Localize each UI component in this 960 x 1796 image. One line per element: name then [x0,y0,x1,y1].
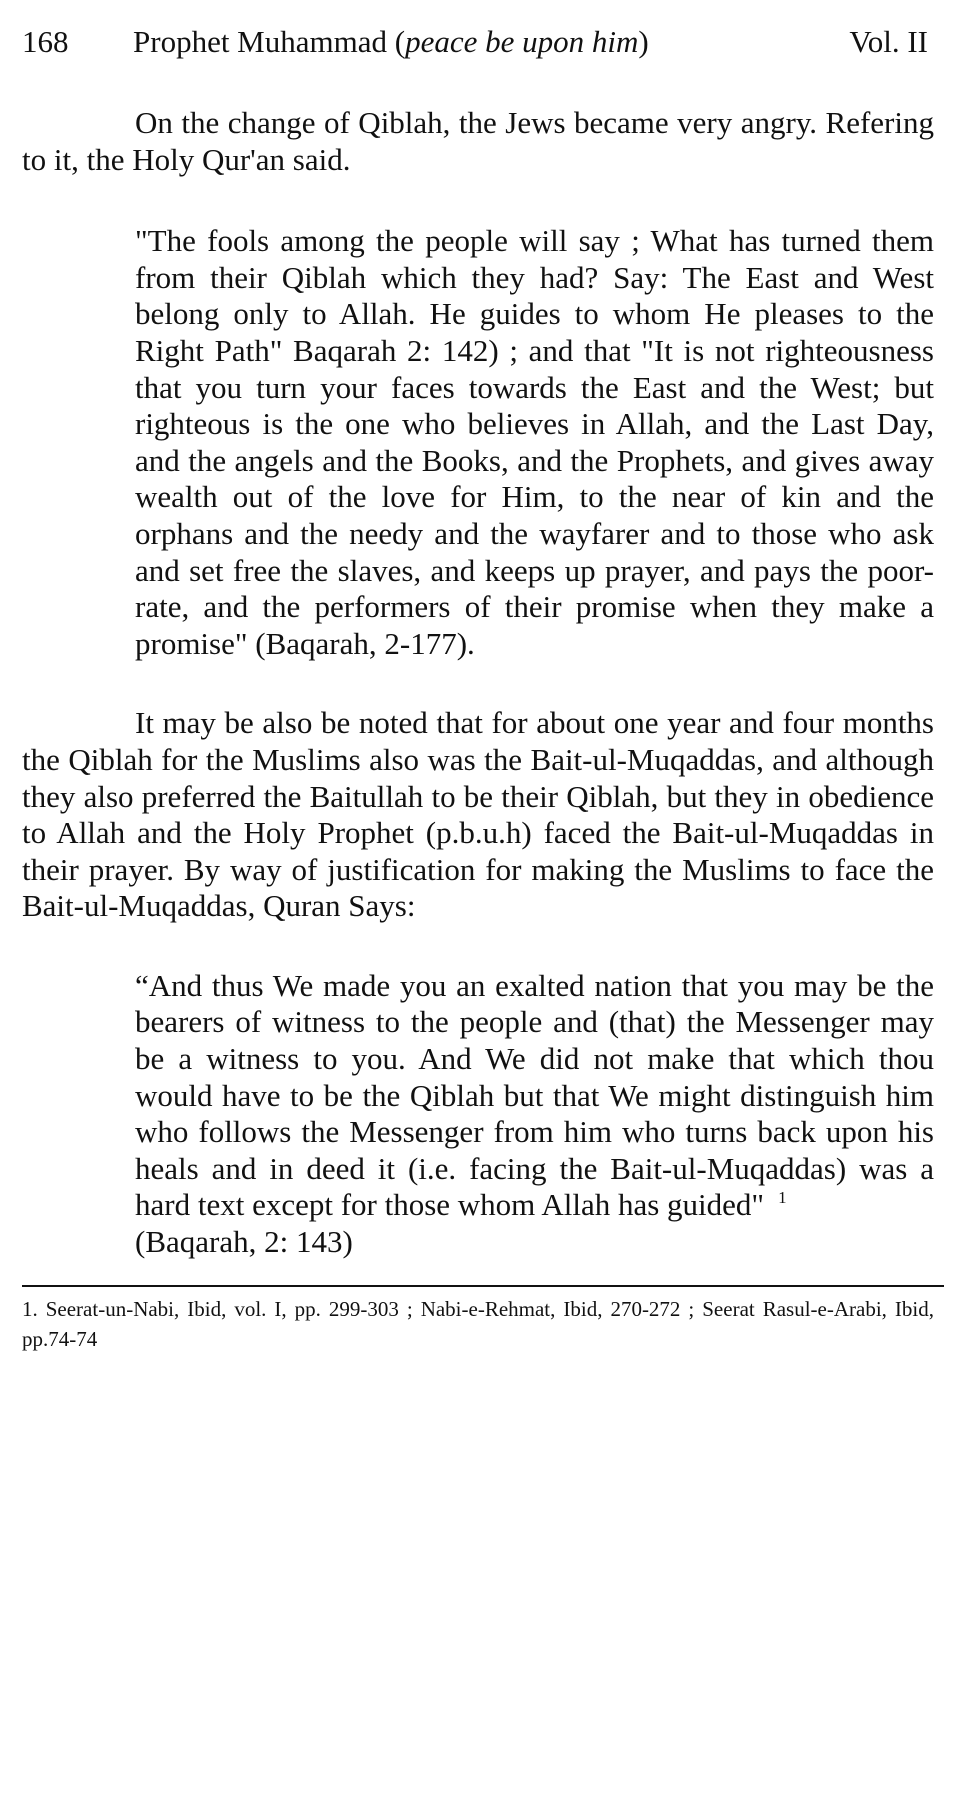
quote-citation: (Baqarah, 2: 143) [135,1224,353,1260]
book-title-main: Prophet Muhammad ( [133,24,406,59]
running-header [22,0,942,58]
footnote-divider [22,1285,944,1287]
quote-text: “And thus We made you an exalted nation that you may be the bearers of witness to the people and (that) the Messenger may be a witness to you. And We did not make that which thou would have to be the Qiblah but that We might distinguish him who follows the Messenger from him who turns back upon his heals and in deed it (i.e. facing the Bait-ul-Muqaddas) was a hard text except for those whom Allah has guided" [135,967,934,1223]
footnote-1: 1. Seerat-un-Nabi, Ibid, vol. I, pp. 299-303 ; Nabi-e-Rehmat, Ibid, 270-272 ; Seerat Rasul-e-Arabi, Ibid, pp.74-74 [22,1296,934,1351]
footnote-marker: 1 [778,1188,787,1208]
block-quote-baqarah-143 [135,968,934,1261]
book-title-close: ) [638,24,649,59]
paragraph-bait-ul-muqaddas: It may be also be noted that for about one year and four months the Qiblah for the Muslims also was the Bait-ul-Muqaddas, and although they also preferred the Baitullah to be their Qiblah, but they in obedience to Allah and the Holy Prophet (p.b.u.h) faced the Bait-ul-Muqaddas in their prayer. By way of justification for making the Muslims to face the Bait-ul-Muqaddas, Quran Says: [22,705,934,924]
block-quote-baqarah-142-177: "The fools among the people will say ; What has turned them from their Qiblah which they had? Say: The East and West belong only to Allah. He guides to whom He pleases to the Right Path" Baqarah 2: 142) ; and that "It is not righteousness that you turn your faces towards the East and the West; but righteous is the one who believes in Allah, and the Last Day, and the angels and the Books, and the Prophets, and gives away wealth out of the love for Him, to the near of kin and the orphans and the needy and the wayfarer and to those who ask and set free the slaves, and keeps up prayer, and pays the poor-rate, and the performers of their promise when they make a promise" (Baqarah, 2-177). [135,223,934,661]
book-title [133,26,649,57]
book-title-italic: peace be upon him [405,24,639,59]
book-page [22,0,942,1354]
page-number: 168 [22,24,69,59]
paragraph-intro: On the change of Qiblah, the Jews became very angry. Refering to it, the Holy Qur'an said. [22,105,934,177]
volume-label: Vol. II [849,24,928,59]
